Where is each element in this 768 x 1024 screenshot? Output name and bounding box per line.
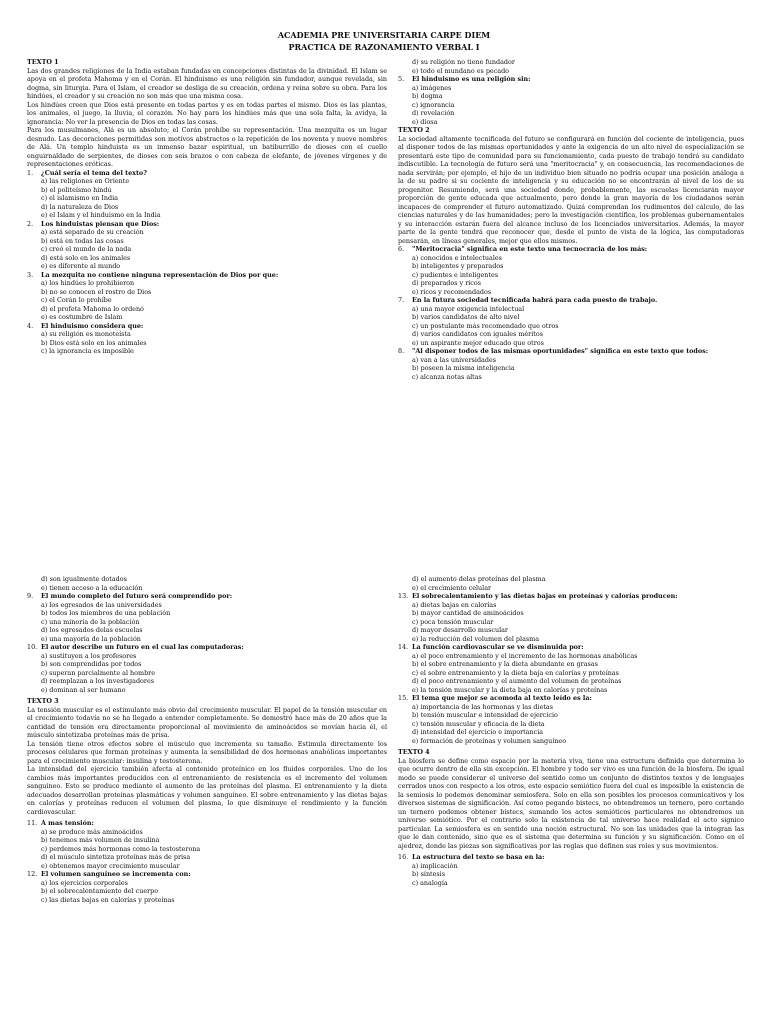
option: d) la naturaleza de Dios [41, 202, 119, 211]
option: d) preparados y ricos [412, 279, 482, 287]
texto1-label: TEXTO 1 [27, 58, 59, 66]
option: d) varios candidatos con iguales méritos [412, 330, 543, 338]
option: d) el músculo sintetiza proteínas más de prisa [41, 853, 191, 861]
texto3-paragraph: La tensión tiene otros efectos sobre el músculo que incrementa su tamaño. Estimula directamente los procesos celulares que forman proteínas y aumenta la sensibilidad de dos hormonas anabólicas importantes para el crecimiento muscular: insulina y testosterona. [27, 739, 387, 765]
option: e) la reducción del volumen del plasma [412, 634, 540, 643]
option: e) un aspirante mejor educado que otros [412, 338, 544, 347]
option: e) es costumbre de Islam [41, 313, 123, 321]
option: c) alcanza notas altas [412, 372, 482, 381]
question-2: 2. Los hinduistas piensan que Dios: [27, 219, 160, 228]
option: e) ricos y recomendados [412, 287, 492, 296]
texto3-paragraph: La intensidad del ejercicio también afecta al contenido proteínico en los fluidos corporales. Uno de los cambios más importantes producidos con el entrenamiento de resistencia es el incremento del volumen sanguíneo. Esto se produce mediante el aumento de las proteínas del plasma. El entrenamiento y la dieta adecuados desarrollan proteínas plasmáticas y volumen sanguíneo. El sobre entrenamiento y las dietas bajas en calorías y proteínas reducen el volumen del plasma, lo que disminuye el rendimiento y la función cardiovascular. [27, 765, 387, 816]
question-8: 8. "Al disponer todos de las mismas oportunidades" significa en este texto que todos: [398, 347, 709, 355]
option: b) está en todas las cosas [41, 236, 124, 245]
texto1-paragraph: Las dos grandes religiones de la India estaban fundadas en concepciones distintas de la divinidad. El Islam se apoya en el profeta Mahoma y en el Corán. El hinduismo es una religión sin fundador, aunque revelada, sin dogma, sin liturgia. Para el Islam, el creador se desliga de su creación, ordena y reina sobre su obra. Para los hindúes, el creador y su creación no son más que una misma cosa. [27, 66, 387, 100]
question-4: 4. El hinduismo considera que: [27, 321, 144, 330]
option: b) mayor cantidad de aminoácidos [412, 609, 524, 617]
option: b) poseen la misma inteligencia [412, 364, 515, 372]
option: d) el profeta Mahoma lo ordenó [41, 304, 144, 313]
question-16: 16. La estructura del texto se basa en la: [398, 853, 545, 861]
texto3-paragraph: La tensión muscular es el estimulante más obvio del crecimiento muscular. El papel de la tensión muscular en el crecimiento todavía no se ha llegado a entender completamente. Se demostró hace más de 20 años que la cantidad de tensión era directamente proporcional al movimiento de aminoácidos se movían hacia él, el músculo sintetizaba proteínas más de prisa. [27, 705, 387, 739]
option: a) importancia de las hormonas y las dietas [412, 702, 554, 711]
academy-title: ACADEMIA PRE UNIVERSITARIA CARPE DIEM [277, 30, 491, 40]
option: c) un postulante más recomendado que otros [412, 321, 559, 330]
option: a) una mayor exigencia intelectual [412, 304, 525, 313]
option: a) van a las universidades [412, 355, 497, 364]
option: e) el Islam y el hinduismo en la India [41, 211, 161, 219]
option: e) la tensión muscular y la dieta baja en calorías y proteínas [412, 685, 608, 694]
practice-title: PRACTICA DE RAZONAMIENTO VERBAL I [288, 42, 480, 52]
texto2-paragraph: La sociedad altamente tecnificada del futuro se configurará en función del cociente de inteligencia, pues al disponer todos de las mismas oportunidades y ante la exigencia de un alto nivel de especialización se presentará este tipo de comunidad para su funcionamiento, cada puesto de trabajo tendrá su candidato indiscutible. La tecnología de futuro será una "meritocracia" y, en consecuencia, las recomendaciones de nada servirán; por ejemplo, el hijo de un individuo bien situado no podría ocupar una posición análoga a la de su padre si su cociente de inteligencia y su educación no se encontrarán al nivel de los de su progenitor. Resumiendo, será una sociedad donde, probablemente, las escuelas licenciarán mayor proporción de gente educada que actualmente, pero donde la gran mayoría de los ciudadanos serán incapaces de comprender el futuro automatizado. Quizá comprendan los rudimentos del cálculo, de las ciencias naturales y de las humanidades; pero la investigación científica, los problemas gubernamentales y su interacción estarán fuera del alcance incluso de los licenciados universitarios. Además, la mayor parte de la gente tendrá que reconocer que, desde el punto de vista de la lógica, las computadoras pensarán, en líneas generales, mejor que ellos mismos. [398, 134, 744, 245]
option: b) el sobre entrenamiento y la dieta abundante en grasas [412, 660, 598, 668]
question-5: 5. El hinduismo es una religión sin: [398, 75, 531, 83]
option: e) una mayoría de la población [41, 634, 141, 643]
option: c) la ignorancia es imposible [41, 347, 134, 355]
question-11: 11. A mas tensión: [27, 819, 94, 827]
texto2-label: TEXTO 2 [398, 126, 430, 134]
question-12: 12. El volumen sanguíneo se incrementa con: [27, 870, 191, 878]
texto4-paragraph: La biosfera se define como espacio por la materia viva, tiene una estructura definida que determina lo que ocurre dentro de ella sin excepción. El hombre y todo ser vivo es una función de la biosfera. De igual modo se puede considerar el universo del sentido como un conjunto de distintos textos y de lenguajes cerrados unos con respecto a los otros, este espacio semiótico fuera del cual es imposible la existencia de la semiosis lo podemos denominar semiosfera. Solo en ella son posibles los procesos comunicativos y los diversos sistemas de significación. Así como pegando bistecs, no obtendremos un ternero, pero cortando un ternero podemos obtener bistecs, sumando los actos semióticos particulares no obtendremos un universo semiótico. Por el contrario solo la existencia de tal universo hace realidad el acto signico particular. La semiosfera es en sentido una noción estructural. No son las unidades que la integran las que le dan contenido, sino que es el sistema que determina su función y su significación. Como en el ajedrez, donde las piezas son significativas por las reglas que definen sus roles y sus movimientos. [398, 756, 744, 850]
option: c) analogía [412, 878, 448, 887]
option: d) está solo en los animales [41, 253, 131, 262]
page1-left-column [27, 58, 387, 356]
option: a) está separado de su creación [41, 228, 144, 236]
page1-right-column [398, 58, 744, 381]
page2-right-column [398, 575, 744, 887]
option: c) ignorancia [412, 100, 455, 109]
option: a) implicación [412, 861, 458, 870]
option: a) las religiones en Oriente [41, 177, 130, 185]
texto1-paragraph: Para los musulmanes, Alá es un absoluto; el Corán prohíbe su representación. Una mezquita es un lugar desnudo. Las decoraciones permitidas son motivos abstractos o la repetición de los noventa y nueve nombres de Alá. Un templo hinduista es un inmenso bazar espiritual, un batiburrillo de dioses con el cuello enguirnaldado de serpientes, de dioses con seis brazos o con cabeza de elefante, de jóvenes vírgenes y de representaciones eróticas. [27, 126, 387, 168]
option: d) revelación [412, 109, 455, 117]
option: b) son comprendidas por todos [41, 660, 142, 668]
option: a) el poco entrenamiento y el incremento de las hormonas anabólicas [412, 651, 638, 660]
option: c) creó el mundo de la nada [41, 245, 132, 253]
option: d) son igualmente dotados [41, 575, 127, 583]
option: d) intensidad del ejercicio e importancia [412, 728, 544, 736]
option: b) todos los miembros de una población [41, 609, 171, 617]
option: c) superan parcialmente al hombre [41, 668, 155, 677]
option: c) poca tensión muscular [412, 617, 494, 626]
question-7: 7. En la futura sociedad tecnificada habrá para cada puesto de trabajo. [398, 296, 658, 304]
option: b) no se conocen el rostro de Dios [41, 287, 152, 296]
option: c) las dietas bajas en calorías y proteínas [41, 895, 175, 904]
option: a) dietas bajas en calorías [412, 600, 497, 609]
option: c) una minoría de la población [41, 617, 140, 626]
option: a) su religión es monoteísta [41, 330, 131, 338]
page2-left-column [27, 575, 387, 904]
option: a) los hindúes lo prohibieron [41, 279, 135, 287]
option: d) mayor desarrollo muscular [412, 626, 508, 634]
question-9: 9. El mundo completo del futuro será comprendido por: [27, 592, 233, 600]
option: a) imágenes [412, 83, 452, 92]
option: e) formación de proteínas y volumen sanguíneo [412, 736, 567, 745]
option: a) los ejercicios corporales [41, 878, 128, 887]
option: c) tensión muscular y eficacia de la dieta [412, 719, 545, 728]
option: e) tienen acceso a la educación [41, 583, 143, 592]
option: a) sustituyen a los profesores [41, 651, 137, 660]
option: e) obtenemos mayor crecimiento muscular [41, 861, 180, 870]
option: b) síntesis [412, 870, 446, 878]
question-3: 3. La mezquita no contiene ninguna representación de Dios por que: [27, 270, 279, 279]
option: b) inteligentes y preparados [412, 262, 504, 270]
option: d) su religión no tiene fundador [412, 58, 515, 66]
option: e) dominan al ser humano [41, 685, 126, 694]
texto4-label: TEXTO 4 [398, 748, 430, 756]
option: b) tensión muscular e intensidad de ejercicio [412, 711, 558, 719]
option: e) es diferente al mundo [41, 262, 121, 270]
option: d) el aumento delas proteínas del plasma [412, 575, 546, 583]
option: c) pudientes e inteligentes [412, 270, 499, 279]
option: a) los egresados de las universidades [41, 600, 162, 609]
question-14: 14. La función cardiovascular se ve disminuida por: [398, 643, 584, 651]
question-10: 10. El autor describe un futuro en el cual las computadoras: [27, 643, 244, 651]
option: e) diosa [412, 117, 438, 126]
option: a) conocidos e intelectuales [412, 253, 502, 262]
option: c) el sobre entrenamiento y la dieta baja en calorías y proteínas [412, 668, 619, 677]
question-15: 15. El tema que mejor se acomoda al texto leído es la: [398, 694, 592, 702]
option: b) el politeísmo hindú [41, 185, 112, 194]
option: d) reemplazan a los investigadores [41, 677, 155, 685]
option: b) varios candidatos de alto nivel [412, 313, 520, 321]
option: b) tenemos más volumen de insulina [41, 836, 160, 844]
texto3-label: TEXTO 3 [27, 697, 59, 705]
question-6: 6. "Meritocracia" significa en este texto una tecnocracia de los más: [398, 245, 648, 253]
option: c) el islamismo en India [41, 194, 118, 202]
texto1-paragraph: Los hindúes creen que Dios está presente en todas partes y es en todas partes el mismo. Dios es las plantas, los animales, el juego, la lluvia, el corazón. No hay para los hindúes más que una sola falta, la avidya, la ignorancia: No ver la presencia de Dios en todas las cosas. [27, 100, 387, 126]
question-1: 1. ¿Cuál sería el tema del texto? [27, 168, 147, 177]
option: a) se produce más aminoácidos [41, 827, 143, 836]
option: e) todo el mundano es pecado [412, 66, 510, 75]
option: b) dogma [412, 92, 443, 100]
option: b) el sobrecalentamiento del cuerpo [41, 887, 159, 895]
option: c) el Corán lo prohíbe [41, 296, 112, 304]
option: d) los egresados delas escuelas [41, 626, 143, 634]
option: e) el crecimiento celular [412, 583, 492, 592]
option: d) el poco entrenamiento y el aumento del volumen de proteínas [412, 677, 622, 685]
option: b) Dios está solo en los animales [41, 338, 147, 347]
question-13: 13. El sobrecalentamiento y las dietas bajas en proteínas y calorías producen: [398, 592, 678, 600]
option: c) perdemos más hormonas como la testosterona [41, 844, 201, 853]
